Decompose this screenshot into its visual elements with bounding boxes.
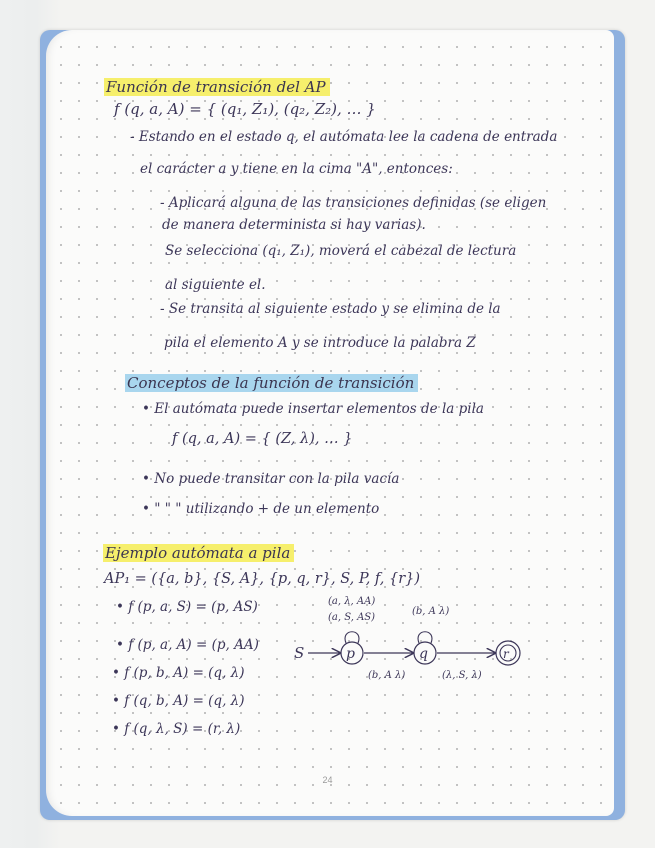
loop-label-p-1: (a, λ, AA)	[328, 596, 376, 607]
loop-label-p-2: (a, S, AS)	[328, 612, 376, 623]
text-line: - Aplicará alguna de las transiciones definidas (se eligen	[160, 195, 547, 211]
loop-label-q: (b, A λ)	[412, 606, 450, 617]
text-line: Se selecciona (q₁, Z₁), moverá el cabezal de lectura	[165, 243, 517, 259]
state-r-label: r	[503, 647, 509, 661]
text-line: • No puede transitar con la pila vacía	[142, 471, 400, 487]
text-line: • El autómata puede insertar elementos de la pila	[142, 401, 484, 417]
text-line: • " " " utilizando + de un elemento	[142, 501, 380, 517]
transition-item: • f (p, b, A) = (q, λ)	[112, 665, 245, 681]
edge-label-q-r: (λ, S, λ)	[442, 670, 482, 681]
transition-item: • f (q, b, A) = (q, λ)	[112, 693, 245, 709]
text-line: pila el elemento A y se introduce la palabra Z	[164, 335, 476, 351]
automaton-diagram	[290, 590, 530, 700]
text-line: de manera determinista si hay varias).	[162, 217, 426, 233]
transition-item: • f (p, a, A) = (p, AA)	[116, 637, 259, 653]
loop-arrow-q	[418, 632, 432, 643]
transition-formula: f (q, a, A) = { (q₁, Z₁), (q₂, Z₂), … }	[114, 100, 376, 118]
text-line: al siguiente el.	[165, 277, 266, 293]
start-symbol: S	[294, 644, 305, 662]
section-title-example: Ejemplo autómata a pila	[103, 544, 294, 562]
transition-item: • f (q, λ, S) = (r, λ)	[112, 721, 241, 737]
concept-formula: f (q, a, A) = { (Z, λ), … }	[172, 431, 353, 447]
text-line: el carácter a y tiene en la cima "A", entonces:	[140, 161, 453, 177]
section-title-transition-function: Función de transición del AP	[104, 78, 330, 96]
section-title-concepts: Conceptos de la función de transición	[125, 374, 418, 392]
state-q-label: q	[419, 646, 428, 662]
text-line: - Estando en el estado q, el autómata lee la cadena de entrada	[130, 129, 558, 145]
loop-arrow-p	[345, 632, 359, 643]
text-line: - Se transita al siguiente estado y se elimina de la	[160, 301, 501, 317]
automaton-definition: AP₁ = ({a, b}, {S, A}, {p, q, r}, S, P, f, {r})	[104, 571, 421, 587]
transition-item: • f (p, a, S) = (p, AS)	[116, 599, 258, 615]
edge-label-p-q: (b, A λ)	[368, 670, 406, 681]
state-p-label: p	[346, 646, 355, 662]
page-number: 24	[322, 775, 333, 785]
